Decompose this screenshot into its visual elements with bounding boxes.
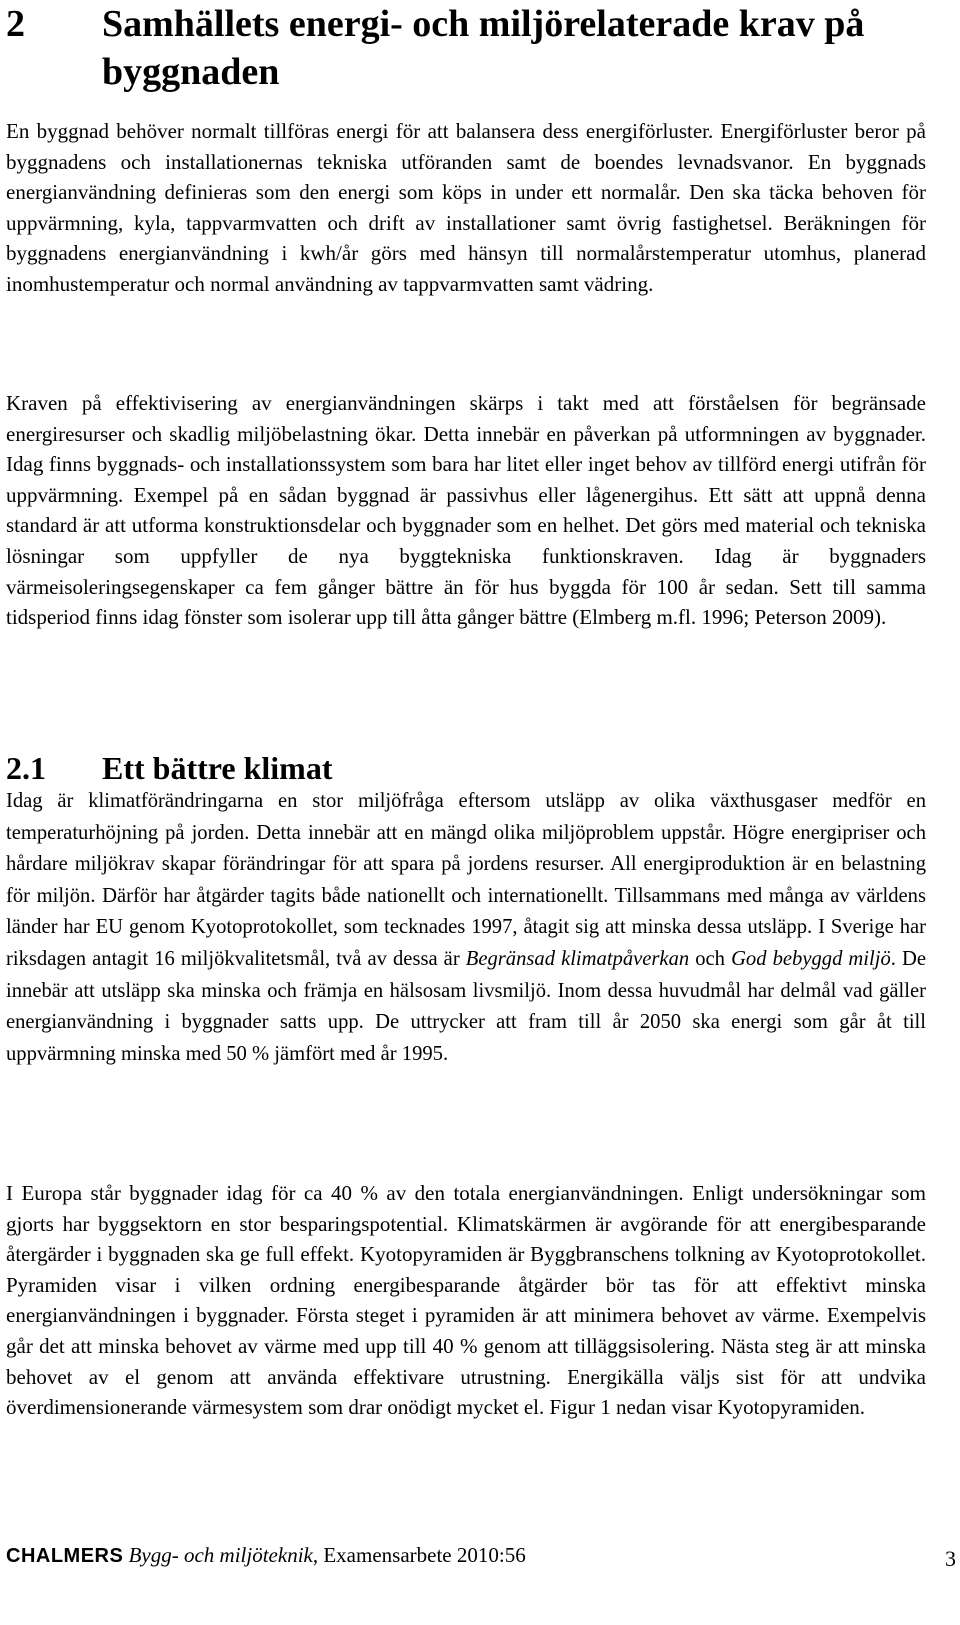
subsection-number: 2.1 [6, 750, 46, 786]
footer-department: Bygg- och miljöteknik [128, 1543, 313, 1567]
subsection-heading [6, 746, 332, 790]
paragraph-energy-definition: En byggnad behöver normalt tillföras energi för att balansera dess energiförluster. Energiförluster beror på byggnadens och installationernas tekniska utföranden samt de boendes levnadsvanor. En byggnads energianvändning definieras som den energi som köps in under ett normalår. Den ska täcka behoven för uppvärmning, kyla, tappvarmvatten och drift av installationer samt övrig fastighetsel. Beräkningen för byggnadens energianvändning i kwh/år görs med hänsyn till normalårstemperatur utomhus, planerad inomhustemperatur och normal användning av tappvarmvatten samt vädring. [6, 119, 926, 296]
section-heading [6, 0, 936, 96]
footer-brand: CHALMERS [6, 1545, 124, 1567]
page-number: 3 [945, 1546, 956, 1571]
footer-report: , Examensarbete 2010:56 [312, 1543, 526, 1567]
paragraph-europe: I Europa står byggnader idag för ca 40 % av den totala energianvändningen. Enligt undersökningar som gjorts har byggsektorn en stor besparingspotential. Klimatskärmen är avgörande för att energibesparande återgärder i byggnaden ska ge full effekt. Kyotopyramiden är Byggbranschens tolkning av Kyotoprotokollet. Pyramiden visar i vilken ordning energibesparande åtgärder bör tas för att effektivt minska energianvändningen i byggnader. Första steget i pyramiden är att minimera behovet av värme. Exempelvis går det att minska behovet av värme med upp till 40 % genom att tilläggsisolering. Nästa steg är att minska behovet av el genom att använda effektivare utrustning. Energikälla väljs sist för att undvika överdimensionerande värmesystem som drar onödigt mycket el. Figur 1 nedan visar Kyotopyramiden. [6, 1181, 926, 1420]
climate-text-part1: Idag är klimatförändringarna en stor miljöfråga eftersom utsläpp av olika växthusgaser medför en temperaturhöjning på jorden. Detta innebär att en mängd olika miljöproblem uppstår. Högre energipriser och hårdare miljökrav skapar förändringar för att spara på jordens resurser. All energiproduktion är en belastning för miljön. Därför har åtgärder tagits både nationellt och internationellt. Tillsammans med många av världens länder har EU genom Kyotoprotokollet, som tecknades 1997, åtagit sig att minska dessa utsläpp. I Sverige har riksdagen antagit 16 miljökvalitetsmål, två av dessa är [6, 790, 926, 970]
climate-goal-2: God bebyggd miljö [731, 947, 891, 970]
section-title: Samhällets energi- och miljörelaterade krav på byggnaden [102, 3, 865, 93]
section-number: 2 [6, 3, 25, 45]
climate-text-part2: . De innebär att utsläpp ska minska och främja en hälsosam livsmiljö. Inom dessa huvudmål har delmål vad gäller energianvändning i byggnader satts upp. De uttrycker att fram till år 2050 ska energi som går åt till uppvärmning minska med 50 % jämfört med år 1995. [6, 947, 927, 1065]
page-footer [6, 1540, 926, 1570]
paragraph-efficiency-requirements: Kraven på effektivisering av energianvändningen skärps i takt med att förståelsen för begränsade energiresurser och skadlig miljöbelastning ökar. Detta innebär en påverkan på utformningen av byggnader. Idag finns byggnads- och installationssystem som bara har litet eller inget behov av tillförd energi utifrån för uppvärmning. Exempel på en sådan byggnad är passivhus eller lågenergihus. Ett sätt att uppnå denna standard är att utforma konstruktionsdelar och byggnader som en helhet. Det görs med material och tekniska lösningar som uppfyller de nya byggtekniska funktionskraven. Idag är byggnaders värmeisoleringsegenskaper ca fem gånger bättre än för hus byggda för 100 år sedan. Sett till samma tidsperiod finns idag fönster som isolerar upp till åtta gånger bättre (Elmberg m.fl. 1996; Peterson 2009). [6, 391, 926, 630]
subsection-title: Ett bättre klimat [102, 750, 333, 786]
paragraph-climate [6, 785, 926, 1069]
climate-text-and: och [689, 947, 732, 970]
climate-goal-1: Begränsad klimatpåverkan [465, 947, 690, 970]
